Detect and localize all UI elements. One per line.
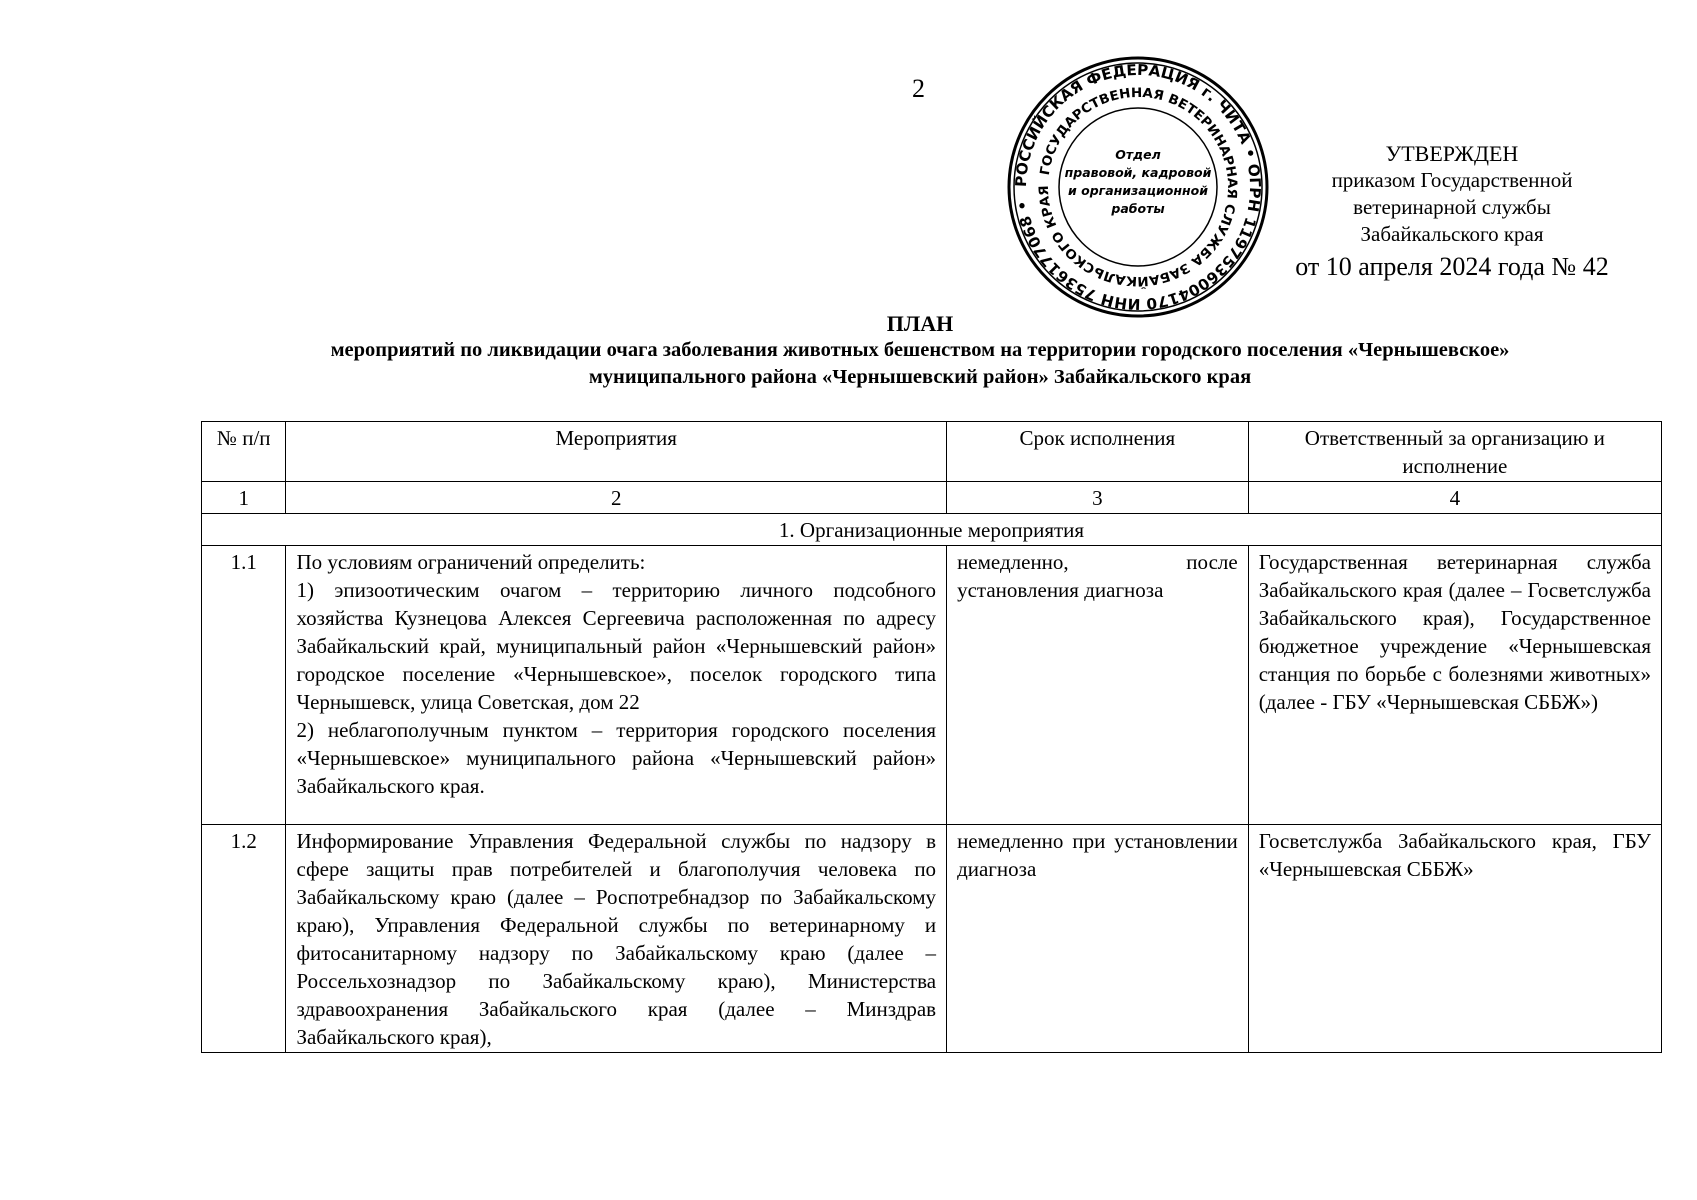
plan-title-subtitle: муниципального района «Чернышевский район» Забайкальского края bbox=[588, 366, 1252, 388]
action-line: 2) неблагополучным пунктом – территория городского поселения «Чернышевское» муниципального района «Чернышевский район» Забайкальского края. bbox=[296, 718, 937, 798]
section-row bbox=[202, 514, 1662, 546]
row-term: немедленно при установлении диагноза bbox=[947, 825, 1249, 1053]
approval-head: УТВЕРЖДЕН bbox=[1385, 141, 1519, 166]
plan-table bbox=[201, 421, 1662, 1053]
table-row bbox=[202, 825, 1662, 1053]
approval-block bbox=[1272, 140, 1632, 284]
row-number: 1.2 bbox=[202, 825, 286, 1053]
plan-title-subtitle: мероприятий по ликвидации очага заболевания животных бешенством на территории городского поселения «Чернышевское» bbox=[330, 339, 1510, 361]
approval-line: приказом Государственной bbox=[1331, 168, 1573, 192]
header-number: № п/п bbox=[202, 422, 286, 482]
stamp-ring-text: ГОСУДАРСТВЕННАЯ ВЕТЕРИНАРНАЯ СЛУЖБА ЗАБАЙКАЛЬСКОГО КРАЯ bbox=[1036, 85, 1240, 289]
page-number: 2 bbox=[912, 74, 925, 103]
index-cell: 4 bbox=[1248, 482, 1661, 514]
plan-title-main: ПЛАН bbox=[886, 311, 954, 336]
row-action bbox=[286, 825, 947, 1053]
action-line: По условиям ограничений определить: bbox=[296, 550, 646, 574]
row-responsible: Госветслужба Забайкальского края, ГБУ «Чернышевская СББЖ» bbox=[1248, 825, 1661, 1053]
action-line: 1) эпизоотическим очагом – территорию личного подсобного хозяйства Кузнецова Алексея Сергеевича расположенная по адресу Забайкальский край, муниципальный район «Чернышевский район» городское поселение «Чернышевское», поселок городского типа Чернышевск, улица Советская, дом 22 bbox=[296, 578, 937, 714]
row-responsible: Государственная ветеринарная служба Забайкальского края (далее – Госветслужба Забайкальского края), Государственное бюджетное учреждение «Чернышевская станция по борьбе с болезнями животных» (далее - ГБУ «Чернышевская СББЖ») bbox=[1248, 546, 1661, 825]
stamp-center-line: и организационной bbox=[1068, 183, 1208, 198]
approval-line: Забайкальского края bbox=[1360, 222, 1544, 246]
header-term: Срок исполнения bbox=[947, 422, 1249, 482]
approval-line: ветеринарной службы bbox=[1353, 195, 1551, 219]
table-index-row bbox=[202, 482, 1662, 514]
header-actions: Мероприятия bbox=[286, 422, 947, 482]
row-number: 1.1 bbox=[202, 546, 286, 825]
index-cell: 1 bbox=[202, 482, 286, 514]
section-title: 1. Организационные мероприятия bbox=[202, 514, 1662, 546]
header-responsible: Ответственный за организацию и исполнение bbox=[1248, 422, 1661, 482]
approval-date: от 10 апреля 2024 года № 42 bbox=[1295, 252, 1609, 281]
index-cell: 2 bbox=[286, 482, 947, 514]
stamp-center-line: Отдел bbox=[1115, 147, 1161, 162]
stamp-outer-text: РОССИЙСКАЯ ФЕДЕРАЦИЯ г. ЧИТА • ОГРН 1197536004170 ИНН 7536177068 • bbox=[1011, 60, 1265, 314]
row-term: немедленно, после установления диагноза bbox=[947, 546, 1249, 825]
stamp-center-line: правовой, кадровой bbox=[1064, 165, 1212, 180]
table-header-row bbox=[202, 422, 1662, 482]
table-row bbox=[202, 546, 1662, 825]
official-stamp bbox=[1007, 56, 1269, 318]
row-action bbox=[286, 546, 947, 825]
action-line: Информирование Управления Федеральной службы по надзору в сфере защиты прав потребителей и благополучия человека по Забайкальскому краю (далее – Роспотребнадзор по Забайкальскому краю), Управления Федеральной службы по ветеринарному и фитосанитарному надзору по Забайкальскому краю (далее – Россельхознадзор по Забайкальскому краю), Министерства здравоохранения Забайкальского края (далее – Минздрав Забайкальского края), bbox=[296, 829, 937, 1049]
stamp-center-line: работы bbox=[1111, 201, 1165, 216]
plan-title bbox=[200, 310, 1640, 391]
index-cell: 3 bbox=[947, 482, 1249, 514]
